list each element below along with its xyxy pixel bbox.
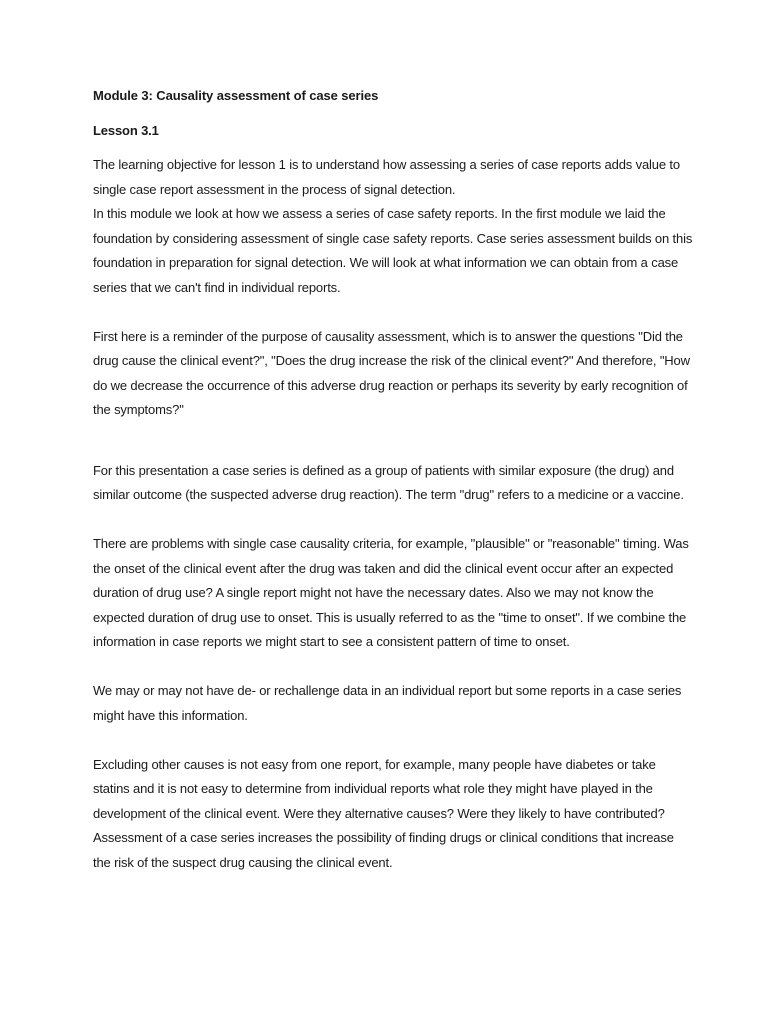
document-body — [93, 84, 693, 875]
module-title: Module 3: Causality assessment of case series — [93, 88, 379, 103]
paragraph-objective: The learning objective for lesson 1 is to understand how assessing a series of case reports adds value to single case report assessment in the process of signal detection. — [93, 157, 680, 197]
paragraph-problems: There are problems with single case causality criteria, for example, "plausible" or "reasonable" timing. Was the onset of the clinical event after the drug was taken and did the clinical event occur after an expected duration of drug use? A single report might not have the necessary dates. Also we may not know the expected duration of drug use to onset. This is usually referred to as the "time to onset". If we combine the information in case reports we might start to see a consistent pattern of time to onset. — [93, 536, 689, 649]
paragraph-rechallenge: We may or may not have de- or rechallenge data in an individual report but some reports in a case series might have this information. — [93, 683, 682, 723]
paragraph-other-causes: Excluding other causes is not easy from one report, for example, many people have diabetes or take statins and it is not easy to determine from individual reports what role they might have played in the development of the clinical event. Were they alternative causes? Were they likely to have contributed? Assessment of a case series increases the possibility of finding drugs or clinical conditions that increase the risk of the suspect drug causing the clinical event. — [93, 756, 674, 870]
paragraph-definition: For this presentation a case series is defined as a group of patients with similar exposure (the drug) and similar outcome (the suspected adverse drug reaction). The term "drug" refers to a medicine or a vaccine. — [93, 462, 684, 502]
paragraph-purpose: First here is a reminder of the purpose of causality assessment, which is to answer the questions "Did the drug cause the clinical event?", "Does the drug increase the risk of the clinical event?" And therefore, "How do we decrease the occurrence of this adverse drug reaction or perhaps its severity by early recognition of the symptoms?" — [93, 328, 690, 417]
paragraph-module-intro: In this module we look at how we assess a series of case safety reports. In the first module we laid the foundation by considering assessment of single case safety reports. Case series assessment builds on this foundation in preparation for signal detection. We will look at what information we can obtain from a case series that we can't find in individual reports. — [93, 206, 693, 295]
lesson-title: Lesson 3.1 — [93, 122, 159, 138]
